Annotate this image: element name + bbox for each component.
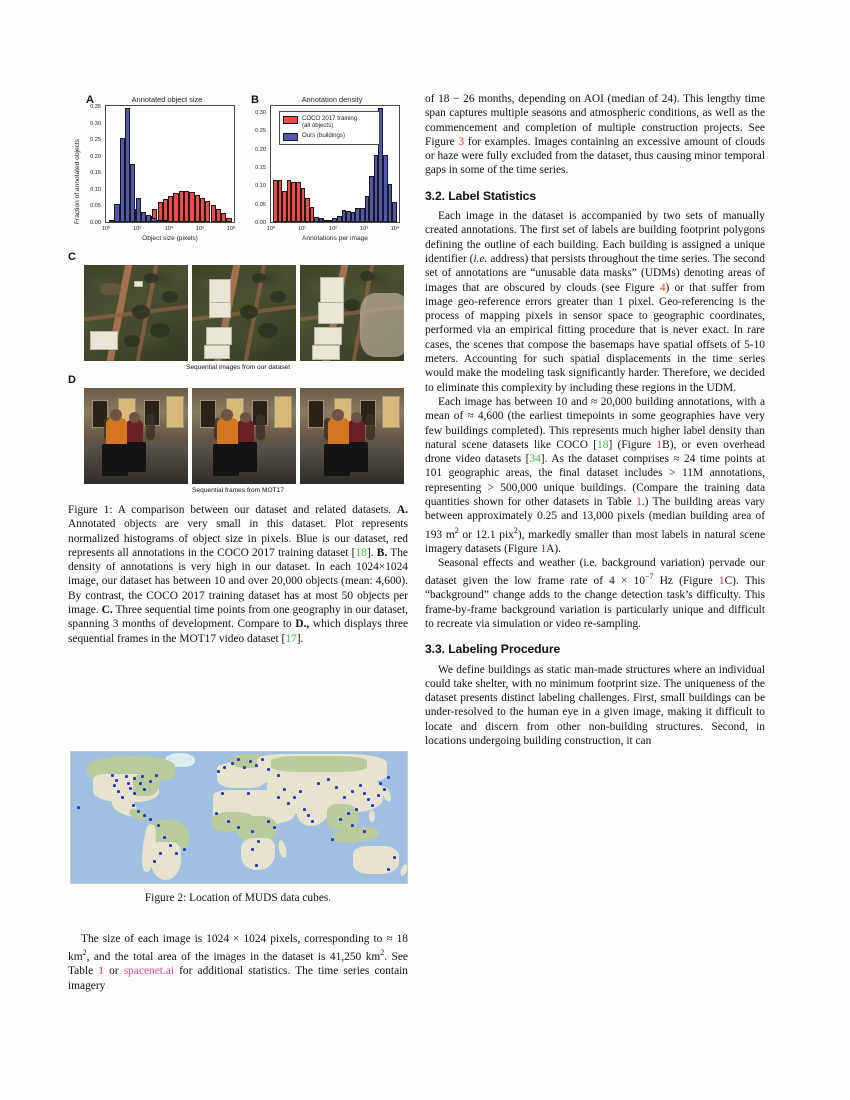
map-dot	[143, 788, 146, 791]
map-dot	[287, 802, 290, 805]
text-run: ), markedly smaller than most labels in natural scene imagery datasets (Figure	[425, 528, 765, 555]
text-run: ]. As the dataset comprises ≈ 24 time points at 101 geographic areas, the final dataset includes > 11M annotations, representing > 500,000 unique buildings. (Compare the training data quantities shown for other datasets in Table	[425, 453, 766, 509]
chart-a-bars	[106, 106, 234, 222]
citation-18[interactable]: 18	[597, 438, 609, 451]
chart-panel-b	[240, 92, 408, 247]
map-dot	[383, 788, 386, 791]
chart-b-xtick: 10²	[328, 226, 338, 232]
chart-b-ytick: 0.25	[255, 128, 266, 135]
chart-a-ytick: 0.20	[90, 153, 101, 160]
chart-a-xtick: 10⁸	[226, 226, 236, 232]
map-dot	[215, 812, 218, 815]
fig1-label-c: C.	[101, 604, 113, 617]
chart-a-ytick: 0.30	[90, 120, 101, 127]
map-dot	[115, 779, 118, 782]
map-dot	[267, 768, 270, 771]
map-dot	[393, 856, 396, 859]
chart-a-xtick: 10⁶	[195, 226, 205, 232]
text-run: . See Table	[68, 951, 408, 978]
map-dot	[251, 830, 254, 833]
map-dot	[367, 798, 370, 801]
figure-1c-reference[interactable]: 1	[718, 575, 725, 588]
chart-b-ytick: 0.30	[255, 110, 266, 116]
map-dot	[355, 808, 358, 811]
figure-1-panel-d	[68, 374, 408, 494]
fig1-cap-part1: Figure 1: A comparison between our dataset and related datasets.	[68, 504, 397, 516]
superscript: −7	[645, 572, 654, 582]
legend-swatch-red-icon	[283, 116, 298, 124]
map-dot	[311, 820, 314, 823]
heading-labeling-procedure: 3.3. Labeling Procedure	[425, 642, 561, 657]
figure-1-charts	[68, 92, 408, 247]
fig1-label-a: A.	[396, 504, 408, 516]
figure-2	[70, 751, 406, 904]
chart-a-ytick: 0.10	[90, 186, 101, 193]
legend-entry-coco	[283, 115, 375, 129]
map-dot	[237, 758, 240, 761]
text-run: A).	[546, 542, 562, 555]
map-dot	[121, 796, 124, 799]
chart-a-xtick: 10²	[132, 226, 142, 232]
satellite-image-t1	[84, 265, 188, 361]
map-dot	[127, 782, 130, 785]
chart-a-ytick: 0.25	[90, 137, 101, 144]
chart-b-ytick: 0.05	[255, 201, 266, 208]
fig1-cap-part5: Three sequential time points from one geography in our dataset, spanning 3 months of development. Compare to	[68, 604, 408, 631]
world-map	[70, 751, 408, 884]
paragraph-time-span	[425, 92, 765, 178]
chart-a-title: Annotated object size	[131, 95, 203, 104]
map-dot	[111, 774, 114, 777]
text-run: .) The building areas vary between approximately 0.25 and 13,000 pixels (median building area of 193 m	[425, 496, 766, 541]
satellite-image-t2	[192, 265, 296, 361]
map-dot	[77, 806, 80, 809]
right-column	[425, 92, 765, 748]
map-dot	[307, 814, 310, 817]
text-run: for examples. Images containing an excessive amount of clouds or haze were fully excluded from the dataset, thus causing minor temporal gaps in some of the time series.	[425, 135, 765, 177]
panel-d-letter: D	[68, 374, 76, 386]
figure-3-reference[interactable]: 3	[458, 135, 465, 148]
chart-b-ytick: 0.20	[255, 146, 266, 153]
map-dot	[317, 782, 320, 785]
chart-a-axes	[105, 105, 235, 223]
text-run: Hz (Figure	[653, 575, 719, 588]
map-dot	[133, 777, 136, 780]
fig1-cap-part2: Annotated objects are very small in this dataset. Plot represents normalized histograms of object size in pixels. Blue is our dataset, red represents all annotations in the COCO 2017 training dataset [	[68, 518, 408, 559]
superscript: 2	[380, 948, 385, 958]
map-dot	[273, 826, 276, 829]
text-run: address) that persists throughout the time series. The second set of annotations are “unusable data masks” (UDMs) denoting areas of images that are obscured by clouds (see Figure	[425, 252, 765, 294]
fig1-label-d: D.,	[295, 618, 310, 631]
map-dot	[255, 864, 258, 867]
map-dot	[377, 794, 380, 797]
chart-a-ytick: 0.15	[90, 170, 101, 177]
map-dot	[363, 830, 366, 833]
landmass-siberia-green	[271, 756, 367, 772]
map-dot	[227, 820, 230, 823]
chart-b-ytick: 0.15	[255, 164, 266, 171]
chart-panel-a	[68, 92, 240, 247]
mot17-frame-2	[192, 388, 296, 484]
panel-a-letter: A	[86, 94, 94, 106]
panel-d-caption: Sequential frames from MOT17	[192, 487, 284, 494]
map-dot	[247, 792, 250, 795]
fig1-label-b: B.	[376, 546, 388, 559]
landmass-southern-africa	[241, 838, 275, 870]
legend-entry-ours	[283, 132, 375, 141]
map-dot	[379, 782, 382, 785]
map-dot	[249, 760, 252, 763]
landmass-australia	[353, 846, 399, 874]
map-dot	[331, 838, 334, 841]
text-run: for additional statistics. The time series contain imagery	[68, 965, 409, 992]
map-dot	[363, 792, 366, 795]
map-dot	[237, 826, 240, 829]
map-dot	[251, 848, 254, 851]
chart-b-xtick: 10⁰	[266, 226, 276, 232]
spacenet-link[interactable]: spacenet.ai	[123, 965, 174, 978]
map-dot	[257, 840, 260, 843]
map-dot	[371, 804, 374, 807]
map-dot	[283, 788, 286, 791]
figure-1a-reference[interactable]: 1	[540, 542, 547, 555]
chart-b-axes	[270, 105, 400, 223]
map-dot	[143, 814, 146, 817]
fig1-cap-part4: The density of annotations is very high in our dataset. In each 1024×1024 image, our dataset has between 10 and over 20,000 objects (mean: 4,600). By contrast, the COCO 2017 training dataset has at most 50 objects per image.	[68, 546, 408, 617]
figure-1-caption	[68, 503, 408, 646]
paragraph-image-size	[68, 932, 408, 993]
map-dot	[117, 790, 120, 793]
text-run: B), or even overhead drone video datasets [	[425, 438, 765, 466]
map-dot	[125, 775, 128, 778]
mot17-frame-1	[84, 388, 188, 484]
map-dot	[149, 780, 152, 783]
panel-d-images	[68, 388, 408, 484]
map-dot	[327, 778, 330, 781]
map-dot	[129, 787, 132, 790]
map-dot	[277, 796, 280, 799]
citation-18[interactable]: 18	[355, 546, 367, 559]
superscript: 2	[454, 525, 459, 535]
chart-a-xtick: 10⁴	[164, 226, 174, 232]
map-dot	[277, 774, 280, 777]
map-dot	[153, 860, 156, 863]
citation-17[interactable]: 17	[285, 632, 297, 645]
chart-b-xtick: 10³	[359, 226, 369, 232]
map-dot	[231, 762, 234, 765]
chart-b-xtick: 10⁴	[390, 226, 400, 232]
map-dot	[255, 764, 258, 767]
map-dot	[387, 776, 390, 779]
chart-b-xlabel: Annotations per image	[302, 235, 368, 242]
text-run: or 12.1 pix	[458, 528, 514, 541]
map-dot	[141, 775, 144, 778]
map-dot	[261, 758, 264, 761]
map-dot	[387, 868, 390, 871]
panel-b-letter: B	[251, 94, 259, 106]
text-run: Each image in the dataset is accompanied by two sets of manually created annotations. The first set of labels are building footprint polygons defining the outline of each building. Each building is assigned a unique identifier (	[425, 210, 765, 265]
text-run: ) or that suffer from image geo-reference errors greater than 1 pixel. Geo-referencing is the process of mapping pixels in sensor space to geographic coordinates, performed via an empirical fitting procedure that is never exact. In rare cases, the scenes that compose the basemaps have spatial offsets of 5-10 meters. Accounting for such spatial displacements in the time series would make the modeling task significantly harder. Therefore, we decided to eliminate this complexity by including these regions in the UDM.	[425, 281, 765, 394]
paragraph-label-density	[425, 395, 765, 556]
map-dot	[113, 784, 116, 787]
map-dot	[347, 812, 350, 815]
map-dot	[243, 766, 246, 769]
left-column-body	[68, 932, 408, 993]
map-dot	[303, 808, 306, 811]
map-dot	[343, 796, 346, 799]
map-dot	[132, 804, 135, 807]
figure-1b-reference[interactable]: 1	[656, 438, 663, 451]
legend-swatch-blue-icon	[283, 133, 298, 141]
fig1-cap-part7: ].	[296, 632, 304, 645]
map-dot	[139, 782, 142, 785]
chart-b-xtick: 10¹	[297, 226, 307, 232]
figure-4-reference[interactable]: 4	[659, 281, 666, 294]
map-dot	[359, 784, 362, 787]
figure-1-panel-c	[68, 251, 408, 371]
citation-34[interactable]: 34	[529, 453, 541, 466]
italic-ie: i.e.	[473, 252, 488, 265]
map-dot	[217, 770, 220, 773]
map-dot	[351, 824, 354, 827]
table-1-reference[interactable]: 1	[98, 965, 104, 978]
panel-c-letter: C	[68, 251, 76, 263]
map-dot	[267, 820, 270, 823]
map-dot	[221, 792, 224, 795]
text-run: Each image has between 10 and ≈ 20,000 building annotations, with a mean of ≈ 4,600 (the earliest timepoints in some geographies have very few buildings completed). This represents much higher label density than natural scene datasets like COCO [	[425, 395, 765, 451]
panel-c-images	[68, 265, 408, 361]
chart-b-ytick: 0.00	[255, 219, 266, 226]
landmass-new-zealand	[399, 863, 408, 876]
chart-a-xtick: 10⁰	[101, 226, 111, 232]
map-dot	[133, 792, 136, 795]
figure-2-caption: Figure 2: Location of MUDS data cubes.	[144, 892, 332, 904]
fig1-cap-part3: ].	[366, 546, 377, 559]
legend-label-ours: Ours (buildings)	[302, 131, 346, 139]
landmass-madagascar	[277, 839, 288, 858]
text-run: ] (Figure	[608, 438, 657, 451]
map-dot	[137, 810, 140, 813]
paragraph-seasonal-effects	[425, 556, 765, 631]
text-run: The size of each image is 1024 × 1024 pixels, corresponding to ≈ 18 km	[68, 933, 408, 964]
panel-c-caption: Sequential images from our dataset	[185, 364, 291, 371]
text-run: , and the total area of the images in the dataset is 41,250 km	[86, 951, 381, 964]
figure-1	[68, 92, 408, 646]
paragraph-annotations	[425, 209, 765, 395]
map-dot	[155, 774, 158, 777]
chart-b-title: Annotation density	[301, 95, 363, 104]
satellite-image-t3	[300, 265, 404, 361]
chart-a-ytick: 0.00	[90, 220, 101, 226]
heading-label-statistics: 3.2. Label Statistics	[425, 188, 537, 203]
chart-b-ytick: 0.10	[255, 183, 266, 190]
legend-label-coco: COCO 2017 training (all objects)	[302, 115, 358, 130]
chart-a-ytick: 0.35	[90, 104, 101, 110]
chart-b-legend	[279, 111, 380, 145]
map-dot	[293, 796, 296, 799]
superscript: 2	[82, 948, 87, 958]
map-dot	[159, 852, 162, 855]
map-dot	[169, 844, 172, 847]
map-dot	[183, 848, 186, 851]
map-dot	[351, 790, 354, 793]
paragraph-building-definition: We define buildings as static man-made structures where an individual could take shelter, with no minimum footprint size. The uniqueness of the dataset presents distinct labeling challenges. First, small buildings can be under-resolved to the human eye in a given image, making it difficult to locate and discern from other non-building structures. Second, in locations undergoing building construction, it can	[425, 663, 765, 748]
superscript: 2	[513, 525, 518, 535]
map-dot	[157, 824, 160, 827]
map-dot	[299, 790, 302, 793]
text-run: C). This “background” change adds to the change detection task’s difficulty. This frame-by-frame background variation is particularly unique and difficult to recreate via simulation or video re-sampling.	[425, 575, 766, 630]
landmass-philippines	[369, 810, 375, 822]
text-run: Seasonal effects and weather (i.e. background variation) pervade our dataset given the low frame rate of 4 × 10	[425, 557, 765, 588]
map-dot	[149, 818, 152, 821]
text-run: of 18 − 26 months, depending on AOI (median of 24). This lengthy time span captures multiple seasons and atmospheric conditions, as well as the commencement and completion of multiple construction projects. See Figure	[425, 93, 765, 148]
chart-a-ytick: 0.05	[90, 203, 101, 210]
map-dot	[175, 852, 178, 855]
map-dot	[335, 786, 338, 789]
text-run: or	[103, 965, 124, 978]
fig1-cap-part6: which displays three sequential frames in the MOT17 video dataset [	[68, 618, 408, 645]
chart-a-xlabel: Object size (pixels)	[142, 235, 198, 242]
chart-a-ylabel: Fraction of annotated objects	[74, 138, 81, 224]
mot17-frame-3	[300, 388, 404, 484]
table-1-reference[interactable]: 1	[636, 496, 642, 509]
map-dot	[223, 766, 226, 769]
map-dot	[339, 818, 342, 821]
map-dot	[163, 836, 166, 839]
landmass-us-east	[133, 774, 159, 796]
